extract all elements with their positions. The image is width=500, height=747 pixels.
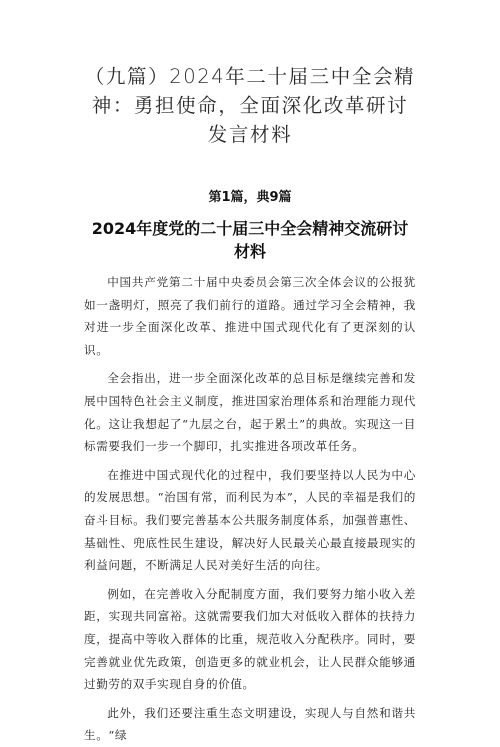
document-title: （九篇）2024年二十届三中全会精神：勇担使命，全面深化改革研讨发言材料 xyxy=(84,65,416,146)
article-body xyxy=(84,271,416,747)
part-label: 第1篇，典9篇 xyxy=(208,190,292,205)
paragraph: 此外，我们还要注重生态文明建设，实现人与自然和谐共生。“绿 xyxy=(84,705,416,743)
paragraph: 在推进中国式现代化的过程中，我们要坚持以人民为中心的发展思想。“治国有常，而利民为本”，人民的幸福是我们的奋斗目标。我们要完善基本公共服务制度体系，加强普惠性、基础性、兜底性民生建设，解决好人民最关心最直接最现实的利益问题，不断满足人民对美好生活的向往。 xyxy=(84,467,416,573)
article-title: 2024年度党的二十届三中全会精神交流研讨材料 xyxy=(91,219,409,261)
paragraph: 例如，在完善收入分配制度方面，我们要努力缩小收入差距，实现共同富裕。这就需要我们加大对低收入群体的扶持力度，提高中等收入群体的比重，规范收入分配秩序。同时，要完善就业优先政策，创造更多的就业机会，让人民群众能够通过勤劳的双手实现自身的价值。 xyxy=(84,586,416,692)
paragraph: 中国共产党第二十届中央委员会第三次全体会议的公报犹如一盏明灯，照亮了我们前行的道路。通过学习全会精神，我对进一步全面深化改革、推进中国式现代化有了更深刻的认识。 xyxy=(84,275,416,357)
paragraph: 全会指出，进一步全面深化改革的总目标是继续完善和发展中国特色社会主义制度，推进国家治理体系和治理能力现代化。这让我想起了“九层之台，起于累土”的典故。实现这一目标需要我们一步一个脚印，扎实推进各项改革任务。 xyxy=(84,371,416,454)
